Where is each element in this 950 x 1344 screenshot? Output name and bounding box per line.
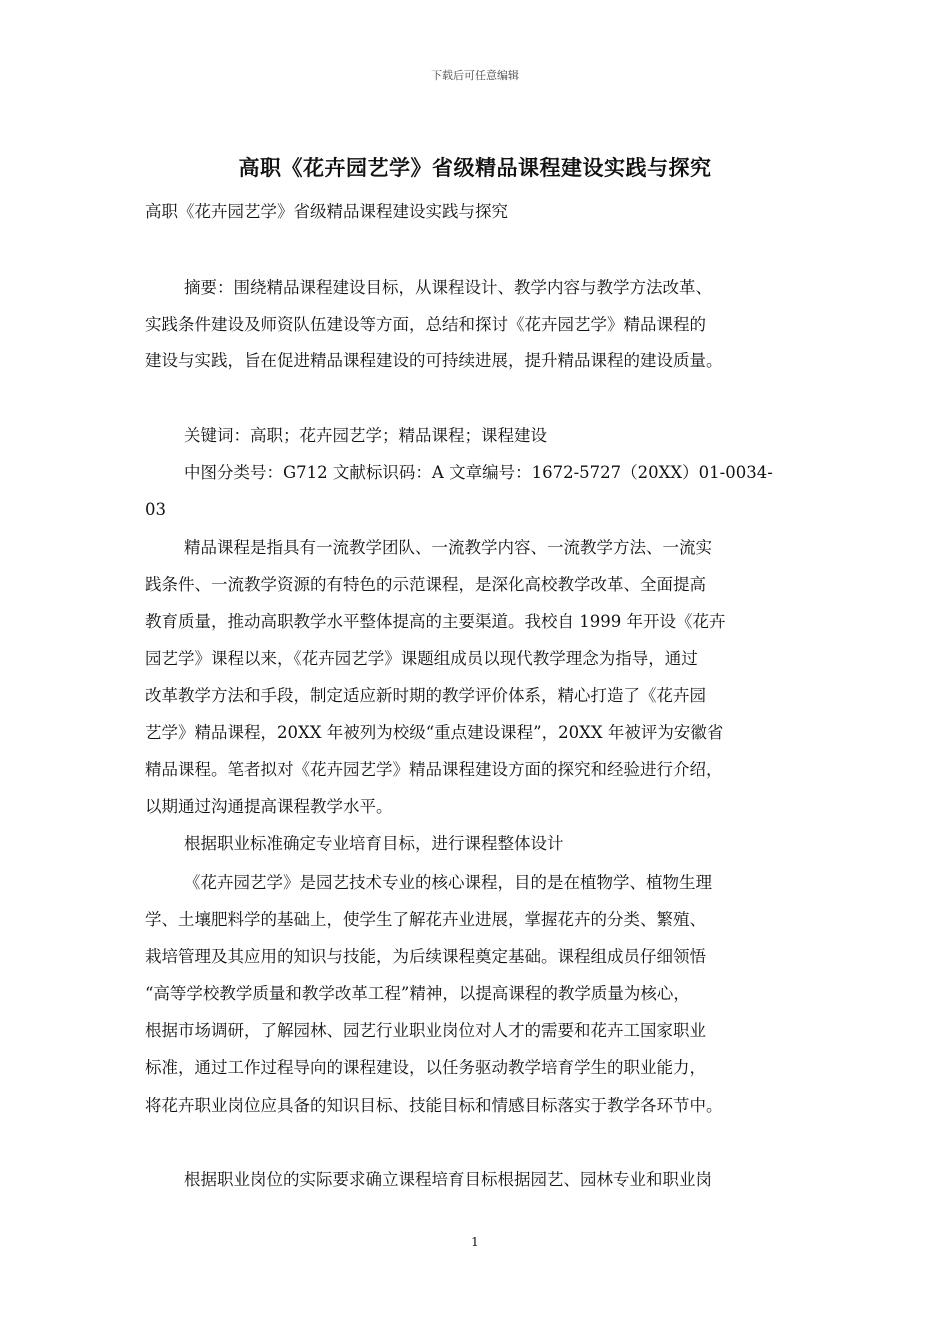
paragraph-line: “高等学校教学质量和教学改革工程”精神，以提高课程的教学质量为核心， — [145, 984, 690, 1003]
paragraph-training-goals: 根据职业岗位的实际要求确立课程培育目标根据园艺、园林专业和职业岗 — [184, 1170, 712, 1189]
paragraph-line: 学、土壤肥料学的基础上，使学生了解花卉业进展，掌握花卉的分类、繁殖、 — [145, 910, 706, 929]
document-title: 高职《花卉园艺学》省级精品课程建设实践与探究 — [238, 155, 712, 180]
paragraph-line: 园艺学》课程以来，《花卉园艺学》课题组成员以现代教学理念为指导，通过 — [145, 649, 698, 668]
paragraph-line: 践条件、一流教学资源的有特色的示范课程，是深化高校教学改革、全面提高 — [145, 575, 706, 594]
paragraph-line: 精品课程。笔者拟对《花卉园艺学》精品课程建设方面的探究和经验进行介绍， — [145, 760, 723, 779]
paragraph-line: 栽培管理及其应用的知识与技能，为后续课程奠定基础。课程组成员仔细领悟 — [145, 947, 706, 966]
keywords: 关键词：高职；花卉园艺学；精品课程；课程建设 — [184, 426, 547, 445]
page-number: 1 — [471, 1235, 479, 1249]
paragraph-line: 标准，通过工作过程导向的课程建设，以任务驱动教学培育学生的职业能力， — [145, 1058, 706, 1077]
section-heading: 根据职业标准确定专业培育目标，进行课程整体设计 — [184, 834, 564, 853]
paragraph-line: 以期通过沟通提高课程教学水平。 — [145, 797, 393, 816]
paragraph-line: 艺学》精品课程，20XX 年被列为校级“重点建设课程”，20XX 年被评为安徽省 — [145, 723, 724, 742]
abstract-line: 实践条件建设及师资队伍建设等方面，总结和探讨《花卉园艺学》精品课程的 — [145, 315, 706, 334]
classification-line: 03 — [145, 500, 166, 519]
header-note: 下载后可任意编辑 — [431, 69, 519, 82]
paragraph-line: 将花卉职业岗位应具备的知识目标、技能目标和情感目标落实于教学各环节中。 — [145, 1096, 723, 1115]
abstract-line: 建设与实践，旨在促进精品课程建设的可持续进展，提升精品课程的建设质量。 — [145, 351, 723, 370]
paragraph-line: 教育质量，推动高职教学水平整体提高的主要渠道。我校自 1999 年开设《花卉 — [145, 612, 726, 631]
paragraph-line: 改革教学方法和手段，制定适应新时期的教学评价体系，精心打造了《花卉园 — [145, 686, 706, 705]
paragraph-line: 《花卉园艺学》是园艺技术专业的核心课程，目的是在植物学、植物生理 — [184, 873, 712, 892]
abstract-line: 摘要：围绕精品课程建设目标，从课程设计、教学内容与教学方法改革、 — [184, 278, 712, 297]
classification-line: 中图分类号：G712 文献标识码：A 文章编号：1672-5727（20XX）01-0034- — [184, 463, 773, 482]
paragraph-line: 精品课程是指具有一流教学团队、一流教学内容、一流教学方法、一流实 — [184, 538, 712, 557]
document-subtitle: 高职《花卉园艺学》省级精品课程建设实践与探究 — [145, 202, 508, 221]
paragraph-line: 根据市场调研，了解园林、园艺行业职业岗位对人才的需要和花卉工国家职业 — [145, 1021, 706, 1040]
